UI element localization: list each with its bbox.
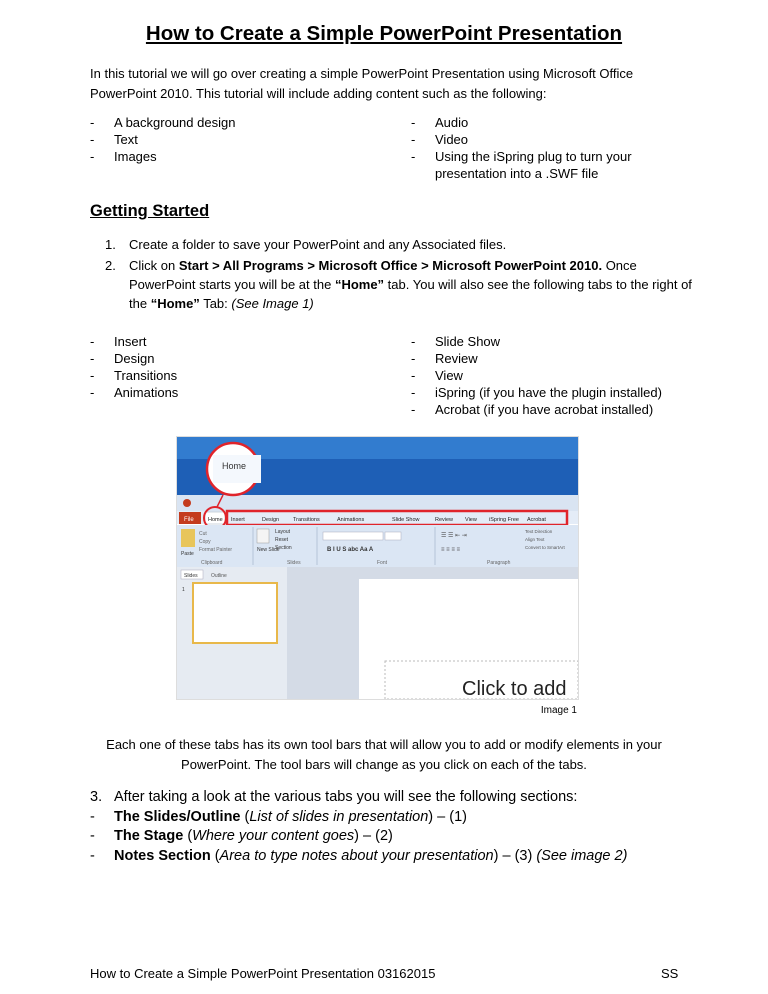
section-tail: – (2) [359, 828, 393, 844]
list-item: - Video [411, 131, 641, 148]
section-heading: Getting Started [90, 202, 210, 220]
home-tab-ref: “Home” [334, 277, 385, 292]
group-font: Font [377, 560, 388, 566]
image-ref: (See image 2) [536, 847, 628, 864]
align-icons[interactable]: ≡ ≡ ≡ ≡ [441, 547, 461, 553]
ribbon-tab-slideshow[interactable]: Slide Show [392, 517, 420, 523]
step-text: tab. You will also see the following tabs to the right of the [129, 277, 692, 311]
list-item: - Images [90, 148, 310, 165]
intro-paragraph: In this tutorial we will go over creating a simple PowerPoint Presentation using Microsoft Office PowerPoint 2010. This tutorial will include adding content such as the following: [90, 66, 634, 101]
step-number: 1. [105, 237, 116, 252]
panel-tab-outline[interactable]: Outline [211, 573, 227, 579]
ribbon-tab-design[interactable]: Design [262, 517, 280, 523]
section-item: - The Stage (Where your content goes) – (2) [90, 827, 730, 847]
toolbar-note: Each one of these tabs has its own tool bars that will allow you to add or modify elements in your PowerPoint. The tool bars will change as you click on each of the tabs. [106, 737, 662, 772]
intro-list-right [411, 114, 641, 182]
list-item: - View [411, 367, 711, 384]
slide-thumbnail[interactable] [193, 583, 277, 643]
font-size-box[interactable] [385, 532, 401, 540]
format-painter-label[interactable]: Format Painter [199, 547, 233, 553]
font-name-box[interactable] [323, 532, 383, 540]
list-item: - iSpring (if you have the plugin installed) [411, 384, 711, 401]
copy-label[interactable]: Copy [199, 539, 211, 545]
list-item: - Transitions [90, 367, 310, 384]
powerpoint-screenshot [176, 436, 579, 700]
section-item: - The Slides/Outline (List of slides in presentation) – (1) [90, 808, 730, 828]
intro-list-left [90, 114, 310, 165]
section-desc: List of slides in presentation [249, 808, 429, 825]
cut-label[interactable]: Cut [199, 531, 207, 537]
list-item: - A background design [90, 114, 310, 131]
new-slide-label[interactable]: New Slide [257, 547, 280, 553]
step-1 [105, 235, 695, 254]
footer-initials: SS [661, 966, 679, 981]
bullets-icon[interactable]: ☰ ☰ ⇤ ⇥ [441, 533, 467, 539]
ribbon-tab-acrobat[interactable]: Acrobat [527, 517, 546, 523]
convert-smartart-label[interactable]: Convert to SmartArt [525, 545, 565, 550]
group-clipboard: Clipboard [201, 560, 223, 566]
list-item: - Slide Show [411, 333, 711, 350]
image-ref: (See Image 1) [231, 296, 314, 311]
section-tail: – (1) [433, 808, 467, 825]
step-text: Once PowerPoint starts you will be at the [129, 258, 637, 292]
home-tab-ref: “Home” [150, 296, 200, 311]
step-text: Create a folder to save your PowerPoint and any Associated files. [129, 237, 507, 252]
align-text-label[interactable]: Align Text [525, 537, 545, 542]
list-item: - Animations [90, 384, 310, 401]
paste-label[interactable]: Paste [181, 551, 194, 557]
ribbon-tab-view[interactable]: View [465, 517, 477, 523]
tabs-list-left [90, 333, 310, 401]
layout-label[interactable]: Layout [275, 529, 291, 535]
dash: - [90, 828, 95, 844]
app-icon [183, 499, 191, 507]
section-name: The Slides/Outline [114, 808, 241, 825]
step-number: 2. [105, 258, 116, 273]
section-desc: Area to type notes about your presentation [219, 847, 494, 864]
list-item: - Insert [90, 333, 310, 350]
footer-text: How to Create a Simple PowerPoint Presentation 03162015 [90, 966, 436, 981]
section-name: Notes Section [114, 847, 211, 864]
list-item: - Audio [411, 114, 641, 131]
title-row [177, 495, 578, 511]
dash: - [90, 808, 95, 825]
paste-icon[interactable] [181, 529, 195, 547]
group-paragraph: Paragraph [487, 560, 511, 566]
steps-list [105, 235, 695, 315]
stage-placeholder-text[interactable]: Click to add [462, 678, 567, 699]
image-caption: Image 1 [540, 705, 577, 716]
list-item: - Design [90, 350, 310, 367]
list-item: - Text [90, 131, 310, 148]
page-title: How to Create a Simple PowerPoint Presentation [145, 22, 623, 45]
ribbon-tab-animations[interactable]: Animations [337, 517, 365, 523]
section-name: The Stage [114, 828, 184, 844]
ribbon-tab-review[interactable]: Review [435, 517, 454, 523]
step-3 [90, 788, 730, 808]
step-text: Click on [129, 258, 179, 273]
text-direction-label[interactable]: Text Direction [525, 529, 553, 534]
new-slide-icon[interactable] [257, 529, 269, 543]
step-number: 3. [90, 789, 103, 805]
step-text: Tab: [199, 296, 232, 311]
section-tail: – (3) [498, 847, 537, 864]
screenshot-drawing [177, 437, 578, 699]
ribbon-tab-ispring[interactable]: iSpring Free [489, 517, 519, 523]
slide-number: 1 [182, 587, 185, 593]
dash: - [90, 847, 95, 864]
section-desc: Where your content goes [192, 828, 355, 844]
tabs-list-right [411, 333, 711, 418]
step-text: After taking a look at the various tabs you will see the following sections: [114, 789, 578, 805]
list-item: - Review [411, 350, 711, 367]
zoom-home-label: Home [222, 461, 247, 471]
sections-block [90, 788, 730, 866]
group-slides: Slides [287, 560, 301, 566]
ribbon-tab-file[interactable]: File [184, 517, 194, 523]
panel-tab-slides[interactable]: Slides [184, 573, 198, 579]
reset-label[interactable]: Reset [275, 537, 289, 543]
list-item: - Acrobat (if you have acrobat installed) [411, 401, 711, 418]
step-2 [105, 256, 695, 313]
section-item: - Notes Section (Area to type notes about your presentation) – (3) (See image 2) [90, 847, 730, 867]
menu-path: Start > All Programs > Microsoft Office > Microsoft PowerPoint 2010. [178, 258, 603, 273]
bold-button[interactable]: B I U S abc Aa A [327, 547, 374, 553]
ribbon-tab-home[interactable]: Home [208, 517, 223, 523]
ribbon-tab-transitions[interactable]: Transitions [293, 517, 320, 523]
section-label[interactable]: Section [275, 545, 292, 551]
ribbon-tab-insert[interactable]: Insert [231, 517, 245, 523]
list-item: - Using the iSpring plug to turn your presentation into a .SWF file [411, 148, 641, 182]
